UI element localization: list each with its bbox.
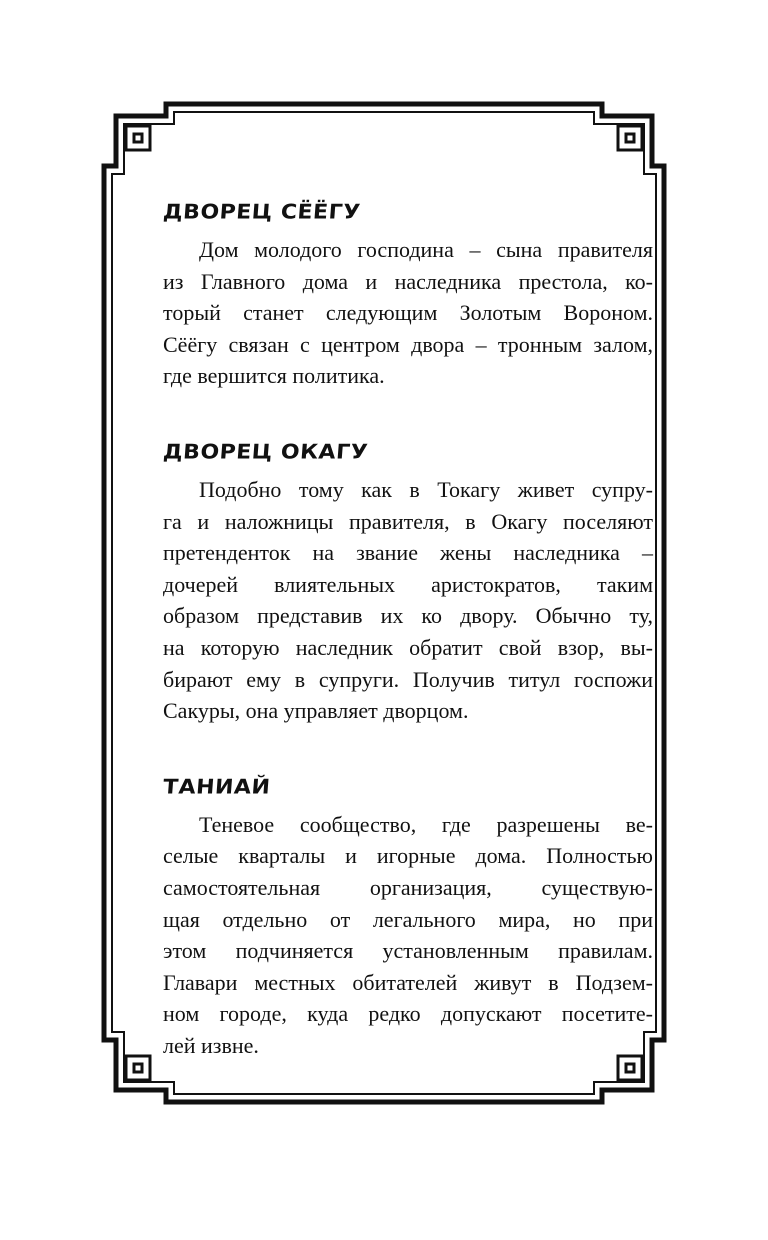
text-line: Дом молодого господина – сына правителя xyxy=(199,237,653,262)
section-title: ТАНИАЙ xyxy=(162,775,272,799)
text-line: га и наложницы правителя, в Окагу поселяют xyxy=(163,508,653,534)
section-seegu xyxy=(163,198,653,392)
text-line: из Главного дома и наследника престола, ко- xyxy=(163,268,653,294)
text-line: этом подчиняется установленным правилам. xyxy=(163,938,653,964)
section-title: ДВОРЕЦ СЁЁГУ xyxy=(162,201,362,225)
section-title: ДВОРЕЦ ОКАГУ xyxy=(162,441,369,465)
text-line: Сакуры, она управляет дворцом. xyxy=(163,698,469,724)
text-line: лей извне. xyxy=(163,1032,259,1058)
section-body xyxy=(163,474,653,727)
text-line: ном городе, куда редко допускают посетите- xyxy=(163,1001,653,1027)
section-body xyxy=(163,234,653,392)
text-line: претенденток на звание жены наследника – xyxy=(163,540,653,566)
page-content xyxy=(163,198,653,1107)
text-line: на которую наследник обратит свой взор, вы- xyxy=(163,634,653,660)
text-line: Теневое сообщество, где разрешены ве- xyxy=(199,811,653,837)
text-line: селые кварталы и игорные дома. Полностью xyxy=(163,843,653,869)
text-line: Сёёгу связан с центром двора – тронным залом, xyxy=(163,331,653,357)
text-line: где вершится политика. xyxy=(163,363,385,389)
text-line: торый станет следующим Золотым Вороном. xyxy=(163,300,653,326)
section-okagu xyxy=(163,438,653,727)
text-line: щая отдельно от легального мира, но при xyxy=(163,906,653,932)
text-line: дочерей влиятельных аристократов, таким xyxy=(163,571,653,597)
section-body xyxy=(163,809,653,1062)
text-line: Главари местных обитателей живут в Подзем- xyxy=(163,969,653,995)
text-line: Подобно тому как в Токагу живет супру- xyxy=(199,476,653,502)
section-taniai xyxy=(163,773,653,1062)
text-line: образом представив их ко двору. Обычно ту, xyxy=(163,603,653,629)
text-line: бирают ему в супруги. Получив титул госпожи xyxy=(163,666,653,692)
text-line: самостоятельная организация, существую- xyxy=(163,874,653,900)
